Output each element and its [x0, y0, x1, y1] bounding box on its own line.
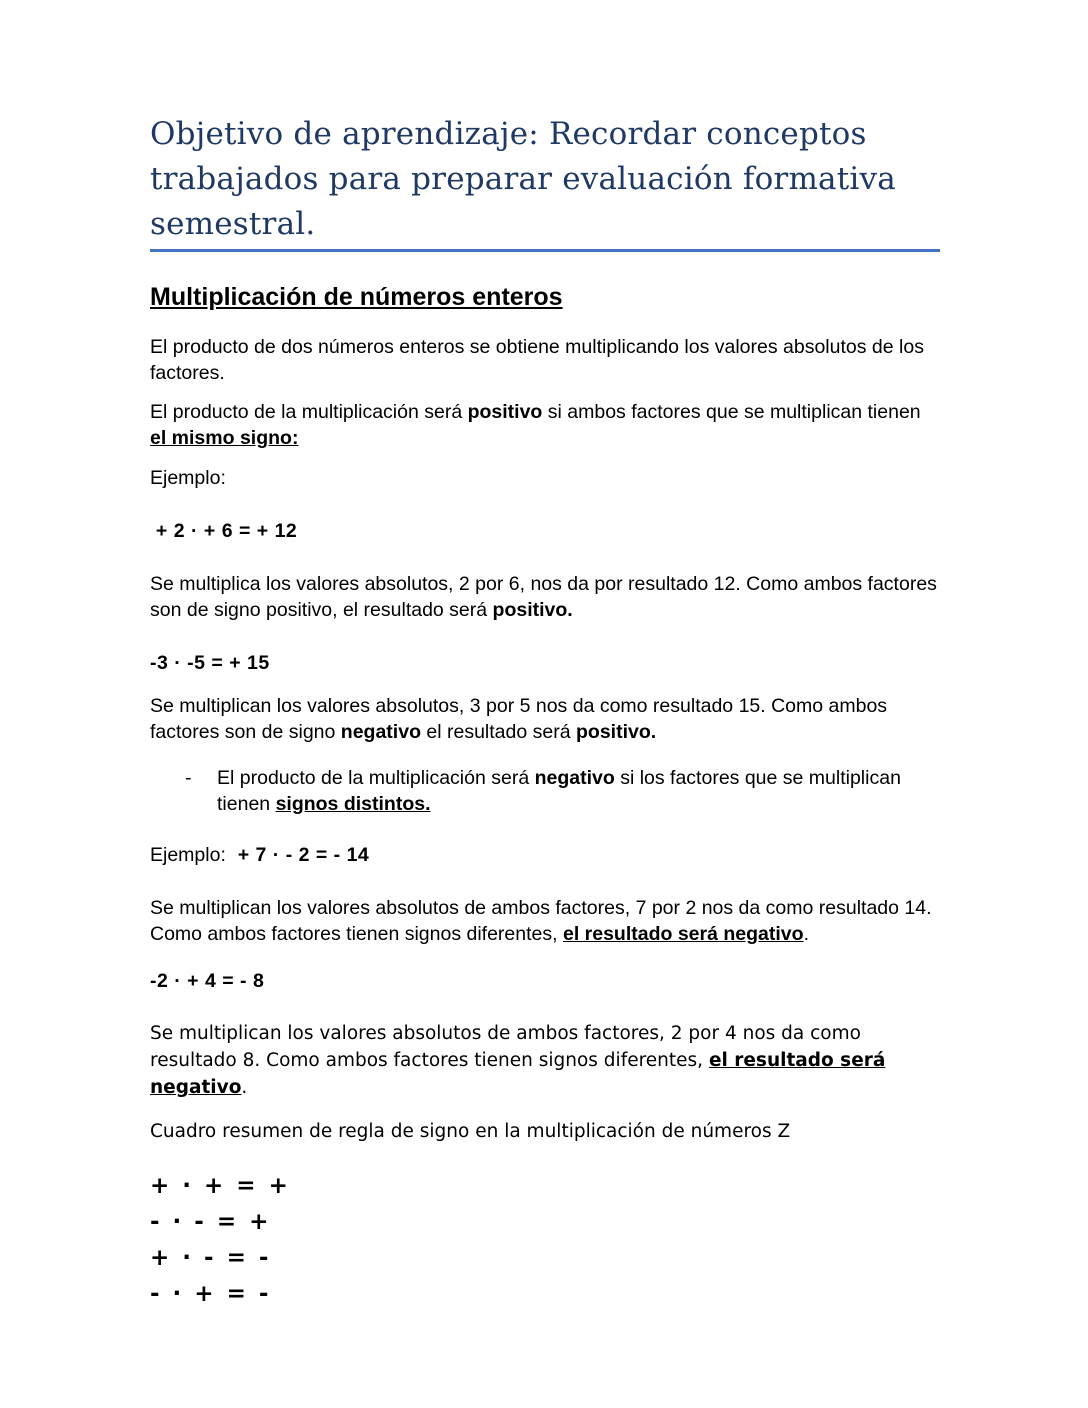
positive-rule-paragraph: [150, 399, 940, 451]
text-segment: Se multiplican los valores absolutos de ambos factores, 2 por 4 nos da como resultado 8. Como ambos factores tienen signos diferentes,: [150, 1023, 861, 1071]
ejemplo-2-line: [150, 842, 940, 868]
emphasis-negativo: negativo: [534, 767, 615, 789]
text-segment: El producto de la multiplicación será: [150, 401, 468, 423]
equation-mixed-signs: + 7 · - 2 = - 14: [225, 844, 370, 866]
ejemplo-label: Ejemplo:: [150, 844, 226, 866]
equation-negative-times-positive: -2 · + 4 = - 8: [150, 970, 265, 992]
intro-paragraph: El producto de dos números enteros se obtiene multiplicando los valores absolutos de los factores.: [150, 336, 924, 384]
negative-rule-bullet-item: [185, 765, 940, 817]
text-segment: .: [241, 1077, 248, 1098]
summary-intro: Cuadro resumen de regla de signo en la multiplicación de números Z: [150, 1121, 791, 1142]
negative-rule-text: [217, 765, 940, 817]
emphasis-resultado-negativo: el resultado será negativo: [562, 923, 804, 945]
emphasis-signos-distintos: signos distintos.: [275, 793, 431, 815]
ejemplo-label: Ejemplo:: [150, 467, 226, 489]
learning-objective-title: Objetivo de aprendizaje: Recordar conceptos trabajados para preparar evaluación formativa semestral.: [150, 112, 940, 252]
sign-rule-minus-plus: - · + = -: [150, 1281, 269, 1307]
text-segment: Se multiplican los valores absolutos, 3 por 5 nos da como resultado 15. Como ambos factores son de signo: [150, 695, 888, 743]
sign-rules-summary: [150, 1173, 940, 1307]
sign-rule-minus-minus: - · - = +: [150, 1209, 269, 1235]
text-segment: si ambos factores que se multiplican tienen: [542, 401, 921, 423]
emphasis-negativo: negativo: [340, 721, 421, 743]
explanation-2: [150, 693, 940, 745]
bullet-dash-marker: -: [185, 767, 192, 789]
explanation-4: [150, 1020, 940, 1101]
text-segment: Se multiplica los valores absolutos, 2 por 6, nos da por resultado 12. Como ambos factores son de signo positivo, el resultado será: [150, 573, 937, 621]
sign-rule-plus-plus: + · + = +: [150, 1173, 288, 1199]
equation-negative-times-negative: -3 · -5 = + 15: [150, 652, 270, 674]
explanation-1: [150, 571, 940, 623]
equation-positive-example: + 2 · + 6 = + 12: [150, 520, 298, 542]
emphasis-positivo: positivo.: [492, 599, 573, 621]
emphasis-positivo: positivo: [467, 401, 543, 423]
sign-rule-plus-minus: + · - = -: [150, 1245, 269, 1271]
text-segment: Se multiplican los valores absolutos de ambos factores, 7 por 2 nos da como resultado 14. Como ambos factores tienen signos diferentes,: [150, 897, 932, 945]
emphasis-resultado-negativo: el resultado será negativo: [150, 1050, 886, 1098]
explanation-3: [150, 895, 940, 947]
text-segment: si los factores que se multiplican tienen: [217, 767, 901, 815]
text-segment: El producto de la multiplicación será: [217, 767, 535, 789]
text-segment: .: [803, 923, 809, 945]
emphasis-positivo: positivo.: [576, 721, 657, 743]
section-heading: Multiplicación de números enteros: [150, 283, 563, 311]
emphasis-mismo-signo: el mismo signo:: [150, 427, 299, 449]
text-segment: el resultado será: [420, 721, 576, 743]
